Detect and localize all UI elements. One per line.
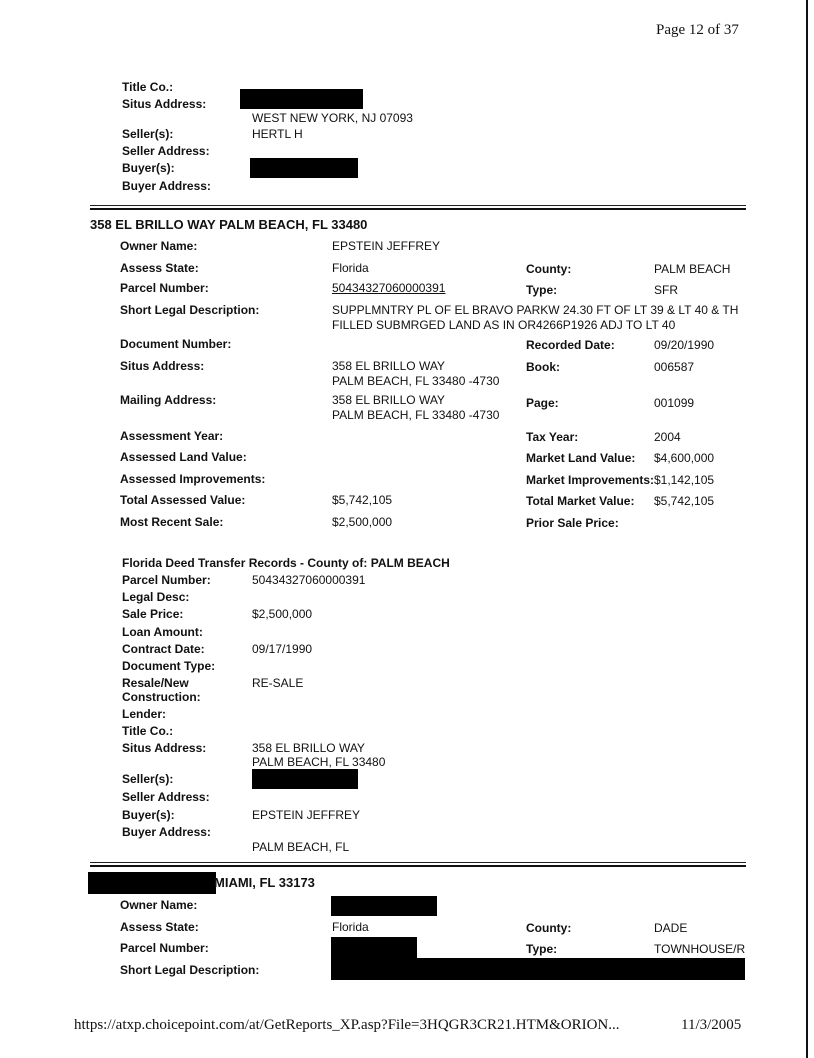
assess-state-label: Assess State: — [120, 261, 199, 275]
lender-label: Lender: — [122, 707, 167, 721]
type-value: SFR — [654, 283, 678, 297]
mailing-address-line1: 358 EL BRILLO WAY — [332, 393, 445, 407]
transfer-buyer-value: EPSTEIN JEFFREY — [252, 808, 361, 822]
redaction-box — [252, 769, 358, 789]
seller-label: Seller(s): — [122, 127, 174, 141]
assess-state-value: Florida — [332, 261, 369, 275]
transfer-title-co-label: Title Co.: — [122, 724, 174, 738]
contract-date-label: Contract Date: — [122, 642, 205, 656]
owner-name-value: EPSTEIN JEFFREY — [332, 239, 441, 253]
redaction-box — [331, 958, 745, 980]
situs-address-value: WEST NEW YORK, NJ 07093 — [252, 111, 413, 125]
total-market-value: $5,742,105 — [654, 494, 715, 508]
total-market-label: Total Market Value: — [526, 494, 635, 508]
short-legal-label: Short Legal Description: — [120, 303, 260, 317]
section-divider — [90, 208, 746, 210]
total-assessed-value: $5,742,105 — [332, 493, 393, 507]
property2-heading: MIAMI, FL 33173 — [214, 875, 315, 890]
property-heading: 358 EL BRILLO WAY PALM BEACH, FL 33480 — [90, 217, 368, 232]
market-land-value: $4,600,000 — [654, 451, 715, 465]
contract-date-value: 09/17/1990 — [252, 642, 313, 656]
page-label: Page: — [526, 396, 559, 410]
market-improvements-label: Market Improvements: — [526, 473, 655, 487]
redaction-box — [240, 89, 363, 109]
tax-year-label: Tax Year: — [526, 430, 579, 444]
county-value: PALM BEACH — [654, 262, 731, 276]
total-assessed-label: Total Assessed Value: — [120, 493, 246, 507]
assessment-year-label: Assessment Year: — [120, 429, 224, 443]
situs-address-label: Situs Address: — [122, 97, 207, 111]
transfer-situs-label: Situs Address: — [122, 741, 207, 755]
buyer-label: Buyer(s): — [122, 161, 175, 175]
section-divider — [90, 205, 746, 206]
construction-label: Construction: — [122, 690, 201, 704]
type-label: Type: — [526, 283, 558, 297]
seller-value: HERTL H — [252, 127, 303, 141]
footer-date: 11/3/2005 — [681, 1017, 742, 1033]
buyer-address-label: Buyer Address: — [122, 179, 211, 193]
page-number: Page 12 of 37 — [656, 22, 739, 38]
tax-year-value: 2004 — [654, 430, 681, 444]
most-recent-sale-label: Most Recent Sale: — [120, 515, 224, 529]
situs-address-line1: 358 EL BRILLO WAY — [332, 359, 445, 373]
seller-address-label: Seller Address: — [122, 144, 210, 158]
situs-address-label: Situs Address: — [120, 359, 205, 373]
market-improvements-value: $1,142,105 — [654, 473, 715, 487]
section-divider — [90, 862, 746, 863]
parcel-number-link[interactable]: 50434327060000391 — [332, 281, 446, 295]
parcel-number-label: Parcel Number: — [120, 941, 209, 955]
prior-sale-label: Prior Sale Price: — [526, 516, 619, 530]
short-legal-line1: SUPPLMNTRY PL OF EL BRAVO PARKW 24.30 FT OF LT 39 & LT 40 & TH — [332, 303, 739, 317]
county-value: DADE — [654, 921, 688, 935]
mailing-address-label: Mailing Address: — [120, 393, 217, 407]
transfer-seller-address-label: Seller Address: — [122, 790, 210, 804]
title-co-label: Title Co.: — [122, 80, 174, 94]
transfer-parcel-label: Parcel Number: — [122, 573, 211, 587]
transfer-buyer-address-value: PALM BEACH, FL — [252, 840, 350, 854]
redaction-box — [250, 158, 358, 178]
transfer-parcel-value: 50434327060000391 — [252, 573, 366, 587]
assess-state-label: Assess State: — [120, 920, 199, 934]
resale-value: RE-SALE — [252, 676, 304, 690]
footer-url: https://atxp.choicepoint.com/at/GetReports_XP.asp?File=3HQGR3CR21.HTM&ORION... — [74, 1017, 620, 1033]
sale-price-value: $2,500,000 — [252, 607, 313, 621]
recorded-date-value: 09/20/1990 — [654, 338, 715, 352]
transfer-situs-line1: 358 EL BRILLO WAY — [252, 741, 365, 755]
assessed-improvements-label: Assessed Improvements: — [120, 472, 266, 486]
assessed-land-label: Assessed Land Value: — [120, 450, 247, 464]
transfer-seller-label: Seller(s): — [122, 772, 174, 786]
county-label: County: — [526, 262, 572, 276]
page-value: 001099 — [654, 396, 695, 410]
owner-name-label: Owner Name: — [120, 239, 198, 253]
transfer-buyer-label: Buyer(s): — [122, 808, 175, 822]
parcel-number-label: Parcel Number: — [120, 281, 209, 295]
situs-address-line2: PALM BEACH, FL 33480 -4730 — [332, 374, 500, 388]
redaction-box — [331, 896, 437, 916]
book-value: 006587 — [654, 360, 695, 374]
market-land-label: Market Land Value: — [526, 451, 636, 465]
book-label: Book: — [526, 360, 560, 374]
type-label: Type: — [526, 942, 558, 956]
redaction-box — [88, 872, 216, 894]
redaction-box — [331, 937, 417, 959]
legal-desc-label: Legal Desc: — [122, 590, 190, 604]
short-legal-label: Short Legal Description: — [120, 963, 260, 977]
assess-state-value: Florida — [332, 920, 369, 934]
county-label: County: — [526, 921, 572, 935]
most-recent-sale-value: $2,500,000 — [332, 515, 393, 529]
transfer-buyer-address-label: Buyer Address: — [122, 825, 211, 839]
page-edge-line — [806, 0, 808, 1058]
mailing-address-line2: PALM BEACH, FL 33480 -4730 — [332, 408, 500, 422]
sale-price-label: Sale Price: — [122, 607, 184, 621]
loan-amount-label: Loan Amount: — [122, 625, 203, 639]
document-number-label: Document Number: — [120, 337, 232, 351]
resale-new-label: Resale/New — [122, 676, 189, 690]
type-value: TOWNHOUSE/R — [654, 942, 746, 956]
short-legal-line2: FILLED SUBMRGED LAND AS IN OR4266P1926 ADJ TO LT 40 — [332, 318, 676, 332]
section-divider — [90, 865, 746, 867]
transfer-situs-line2: PALM BEACH, FL 33480 — [252, 755, 386, 769]
owner-name-label: Owner Name: — [120, 898, 198, 912]
transfer-heading: Florida Deed Transfer Records - County of: PALM BEACH — [122, 556, 450, 570]
document-type-label: Document Type: — [122, 659, 216, 673]
recorded-date-label: Recorded Date: — [526, 338, 615, 352]
